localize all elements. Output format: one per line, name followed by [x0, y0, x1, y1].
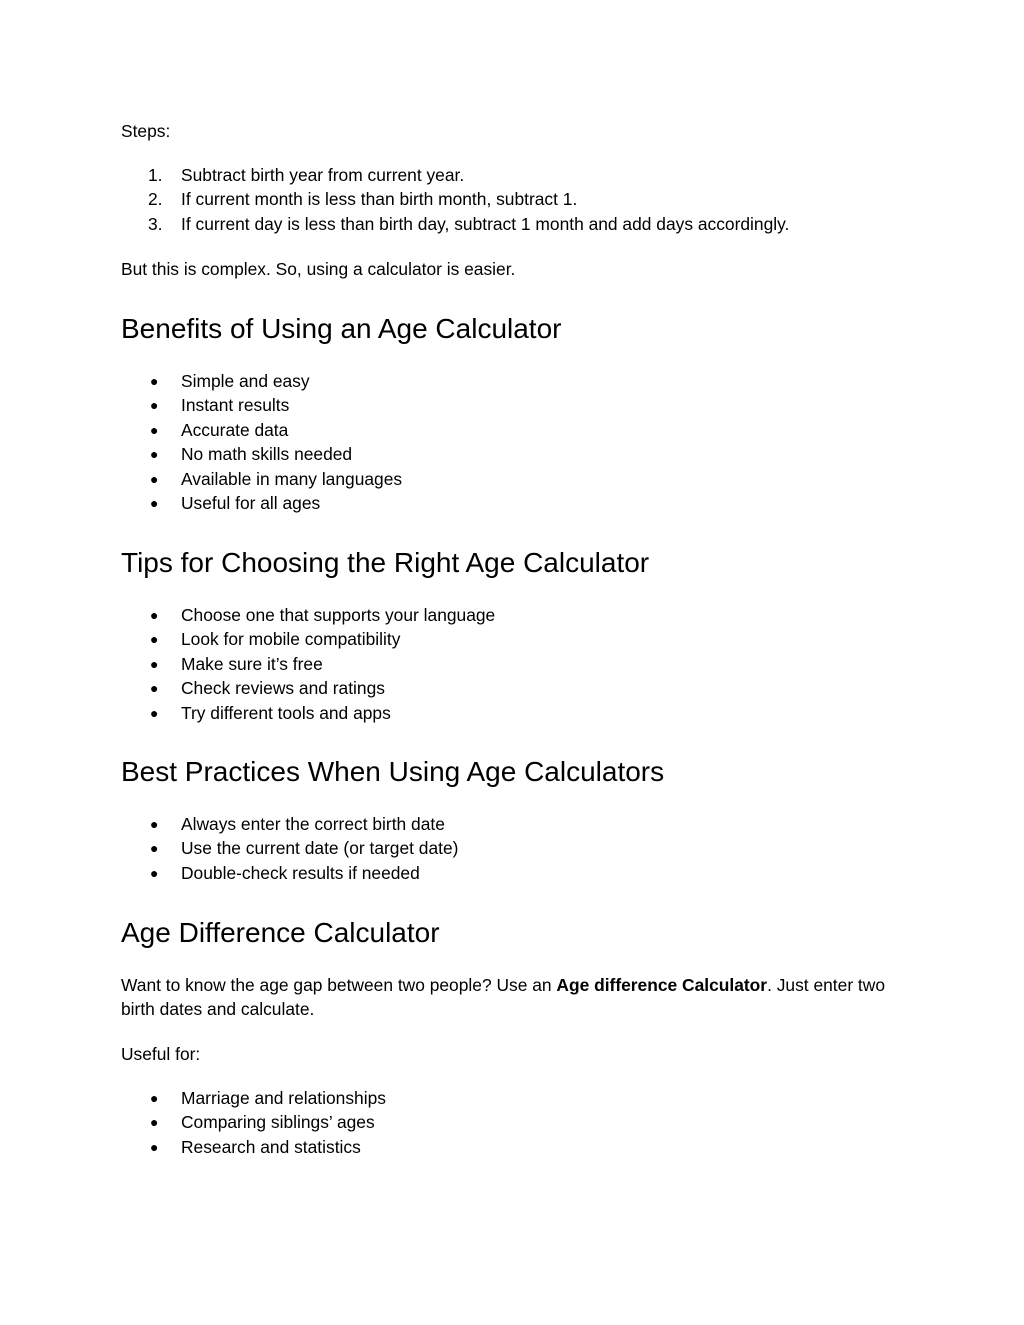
bullet-icon: ●	[150, 1090, 159, 1106]
list-item	[0, 701, 900, 725]
bullet-icon: ●	[150, 446, 159, 463]
list-item	[0, 163, 900, 187]
list-item	[0, 1086, 900, 1110]
paragraph-text: Want to know the age gap between two people? Use an	[121, 975, 557, 995]
useful-for-list	[0, 1086, 900, 1159]
list-item-text: Available in many languages	[181, 468, 403, 489]
list-item	[0, 836, 900, 860]
list-item	[0, 627, 900, 651]
age-difference-paragraph	[121, 973, 911, 1022]
steps-label: Steps:	[121, 121, 171, 141]
list-item-text: Always enter the correct birth date	[181, 814, 445, 834]
section-heading-best-practices: Best Practices When Using Age Calculators	[121, 756, 665, 787]
bullet-icon: ●	[150, 816, 159, 832]
list-item-text: Subtract birth year from current year.	[181, 165, 465, 185]
bullet-icon: ●	[150, 397, 159, 414]
bullet-icon: ●	[150, 607, 159, 623]
best-practices-list	[0, 812, 900, 885]
bullet-icon: ●	[150, 655, 159, 672]
list-item-text: Simple and easy	[181, 371, 310, 391]
list-item-text: If current month is less than birth month, subtract 1.	[181, 189, 578, 210]
list-item	[0, 467, 900, 491]
benefits-list	[0, 369, 900, 515]
list-item	[0, 393, 900, 417]
list-item-text: Use the current date (or target date)	[181, 838, 459, 859]
useful-for-label: Useful for:	[121, 1044, 201, 1064]
list-item-text: Make sure it’s free	[181, 653, 323, 674]
list-item	[0, 812, 900, 836]
list-item-text: No math skills needed	[181, 444, 353, 465]
list-item	[0, 187, 900, 211]
steps-list	[0, 163, 900, 236]
bullet-icon: ●	[150, 680, 159, 697]
section-heading-age-difference: Age Difference Calculator	[121, 917, 440, 948]
paragraph-text: . Just enter two birth dates and calculate.	[121, 975, 885, 1020]
list-item	[0, 861, 900, 885]
tips-list	[0, 603, 900, 725]
list-number: 1.	[148, 165, 163, 185]
list-item-text: Accurate data	[181, 419, 289, 440]
list-item-text: Choose one that supports your language	[181, 605, 496, 625]
bullet-icon: ●	[150, 1114, 159, 1131]
bullet-icon: ●	[150, 704, 159, 721]
list-item-text: Comparing siblings’ ages	[181, 1112, 375, 1133]
bullet-icon: ●	[150, 421, 159, 438]
age-difference-calculator-term: Age difference Calculator	[556, 975, 768, 995]
bullet-icon: ●	[150, 373, 159, 389]
list-number: 3.	[148, 213, 163, 234]
list-item-text: Look for mobile compatibility	[181, 629, 401, 650]
section-heading-tips: Tips for Choosing the Right Age Calculator	[121, 547, 650, 578]
list-item	[0, 491, 900, 515]
list-item-text: If current day is less than birth day, subtract 1 month and add days accordingly.	[181, 213, 790, 234]
complex-note: But this is complex. So, using a calculator is easier.	[121, 259, 516, 279]
section-heading-benefits: Benefits of Using an Age Calculator	[121, 313, 562, 344]
bullet-icon: ●	[150, 494, 159, 511]
list-item-text: Check reviews and ratings	[181, 678, 385, 699]
bullet-icon: ●	[150, 470, 159, 487]
list-item	[0, 212, 900, 236]
list-item-text: Marriage and relationships	[181, 1088, 386, 1108]
list-number: 2.	[148, 189, 163, 210]
list-item	[0, 1135, 900, 1159]
list-item-text: Try different tools and apps	[181, 702, 391, 723]
list-item	[0, 369, 900, 393]
list-item	[0, 652, 900, 676]
bullet-icon: ●	[150, 864, 159, 881]
list-item-text: Research and statistics	[181, 1136, 361, 1157]
bullet-icon: ●	[150, 1138, 159, 1155]
list-item-text: Useful for all ages	[181, 492, 321, 513]
list-item	[0, 1110, 900, 1134]
list-item	[0, 603, 900, 627]
list-item	[0, 418, 900, 442]
list-item	[0, 442, 900, 466]
bullet-icon: ●	[150, 840, 159, 857]
list-item-text: Double-check results if needed	[181, 862, 420, 883]
list-item	[0, 676, 900, 700]
bullet-icon: ●	[150, 631, 159, 648]
list-item-text: Instant results	[181, 395, 290, 416]
